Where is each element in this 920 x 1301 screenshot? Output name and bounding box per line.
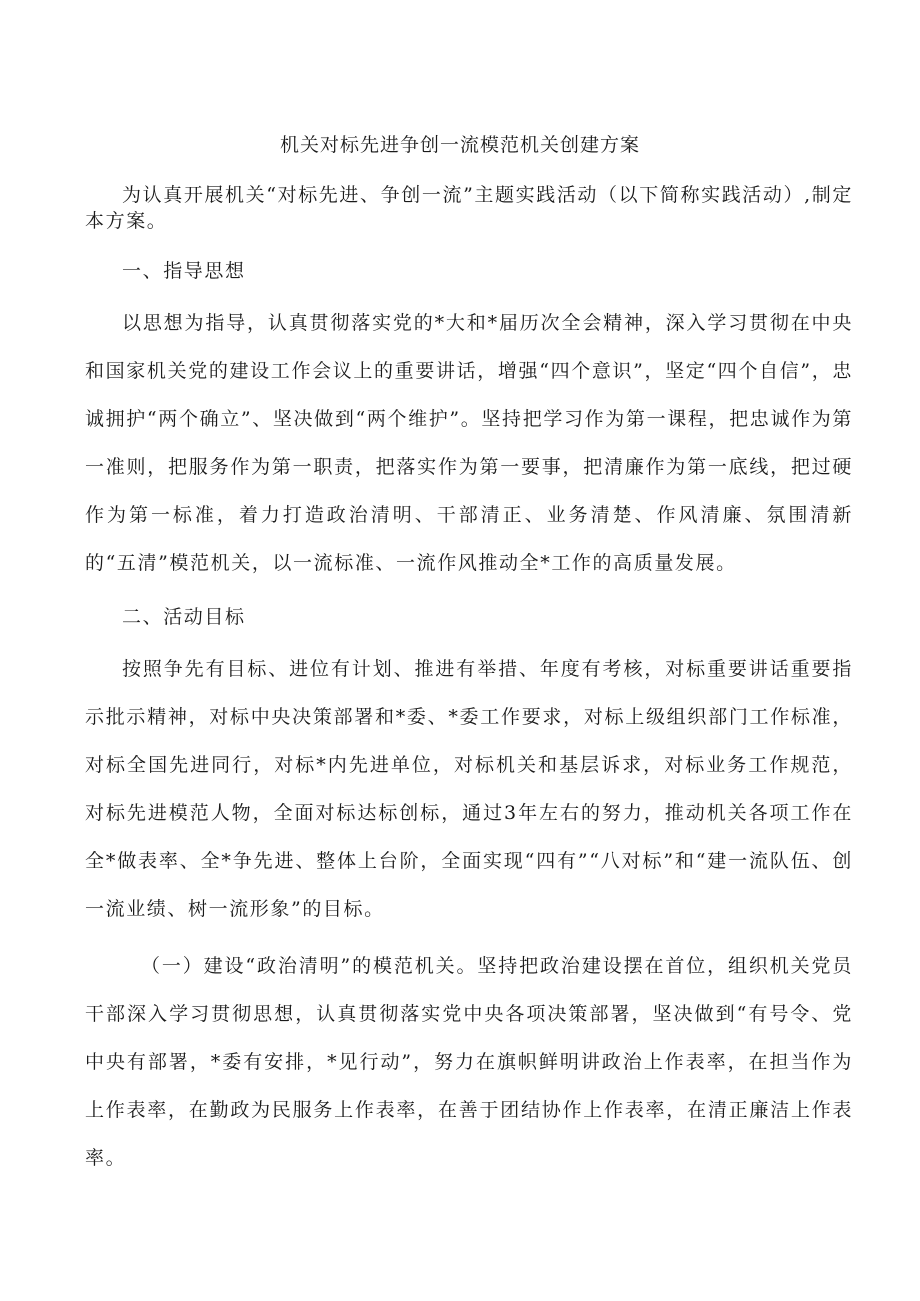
document-title: 机关对标先进争创一流模范机关创建方案 (279, 134, 640, 156)
section-heading-guiding-thought: 一、指导思想 (122, 260, 246, 282)
section-heading-activity-goals: 二、活动目标 (122, 606, 246, 628)
intro-paragraph: 为认真开展机关“对标先进、争创一流”主题实践活动（以下简称实践活动）,制定本方案。 (85, 184, 853, 232)
section-paragraph-activity-goals: 按照争先有目标、进位有计划、推进有举措、年度有考核，对标重要讲话重要指示批示精神，对标中央决策部署和*委、*委工作要求，对标上级组织部门工作标准，对标全国先进同行，对标*内先进单位，对标机关和基层诉求，对标业务工作规范，对标先进模范人物，全面对标达标创标，通过3年左右的努力，推动机关各项工作在全*做表率、全*争先进、整体上台阶，全面实现“四有”“八对标”和“建一流队伍、创一流业绩、树一流形象”的目标。 (85, 658, 853, 920)
section-paragraph-guiding-thought: 以思想为指导，认真贯彻落实党的*大和*届历次全会精神，深入学习贯彻在中央和国家机关党的建设工作会议上的重要讲话，增强“四个意识”，坚定“四个自信”，忠诚拥护“两个确立”、坚决做到“两个维护”。坚持把学习作为第一课程，把忠诚作为第一准则，把服务作为第一职责，把落实作为第一要事，把清廉作为第一底线，把过硬作为第一标准，着力打造政治清明、干部清正、业务清楚、作风清廉、氛围清新的“五清”模范机关，以一流标准、一流作风推动全*工作的高质量发展。 (85, 312, 853, 574)
subsection-political-clarity: （一）建设“政治清明”的模范机关。坚持把政治建设摆在首位，组织机关党员干部深入学习贯彻思想，认真贯彻落实党中央各项决策部署，坚决做到“有号令、党中央有部署，*委有安排，*见行动”，努力在旗帜鲜明讲政治上作表率，在担当作为上作表率，在勤政为民服务上作表率，在善于团结协作上作表率，在清正廉洁上作表率。 (85, 955, 853, 1169)
